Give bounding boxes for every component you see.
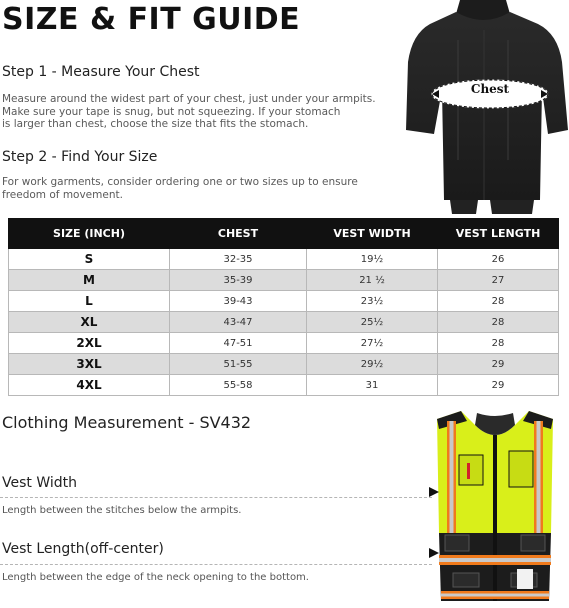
step1-line: Make sure your tape is snug, but not squeezing. If your stomach	[2, 105, 341, 118]
table-row	[9, 354, 559, 375]
table-row	[9, 333, 559, 354]
vest-width-cell: 19½	[307, 249, 438, 270]
vest-width-description: Length between the stitches below the armpits.	[2, 505, 242, 516]
header-chest: CHEST	[170, 219, 307, 249]
size-cell: XL	[9, 312, 170, 333]
vest-width-cell: 21 ½	[307, 270, 438, 291]
step1-heading: Step 1 - Measure Your Chest	[2, 64, 200, 80]
chest-cell: 39-43	[170, 291, 307, 312]
size-cell: 4XL	[9, 375, 170, 396]
chest-cell: 32-35	[170, 249, 307, 270]
vest-length-cell: 29	[438, 375, 559, 396]
step2-heading: Step 2 - Find Your Size	[2, 149, 158, 165]
chest-label: Chest	[470, 82, 510, 96]
size-cell: 3XL	[9, 354, 170, 375]
vest-width-guide-line	[0, 497, 432, 498]
vest-length-label: Vest Length(off-center)	[2, 541, 164, 557]
vest-width-label: Vest Width	[2, 475, 78, 491]
chest-cell: 47-51	[170, 333, 307, 354]
chest-cell: 51-55	[170, 354, 307, 375]
person-silhouette-image	[398, 0, 569, 214]
vest-length-cell: 26	[438, 249, 559, 270]
step2-text	[2, 176, 394, 201]
table-row	[9, 312, 559, 333]
vest-length-cell: 27	[438, 270, 559, 291]
vest-length-cell: 29	[438, 354, 559, 375]
table-row	[9, 375, 559, 396]
header-vest-length: VEST LENGTH	[438, 219, 559, 249]
size-cell: S	[9, 249, 170, 270]
vest-length-guide-line	[0, 564, 432, 565]
page-title: SIZE & FIT GUIDE	[2, 2, 301, 37]
vest-length-cell: 28	[438, 312, 559, 333]
size-cell: 2XL	[9, 333, 170, 354]
step1-text	[2, 93, 394, 131]
size-cell: L	[9, 291, 170, 312]
vest-length-description: Length between the edge of the neck opening to the bottom.	[2, 572, 309, 583]
header-size: SIZE (INCH)	[9, 219, 170, 249]
vest-length-cell: 28	[438, 291, 559, 312]
header-vest-width: VEST WIDTH	[307, 219, 438, 249]
table-row	[9, 270, 559, 291]
step1-line: Measure around the widest part of your chest, just under your armpits.	[2, 93, 376, 105]
size-table	[8, 218, 559, 396]
vest-width-cell: 27½	[307, 333, 438, 354]
vest-width-cell: 29½	[307, 354, 438, 375]
vest-width-cell: 23½	[307, 291, 438, 312]
vest-length-cell: 28	[438, 333, 559, 354]
step2-line: For work garments, consider ordering one or two sizes up to ensure	[2, 176, 358, 188]
table-row	[9, 291, 559, 312]
safety-vest-image	[425, 405, 565, 605]
chest-cell: 55-58	[170, 375, 307, 396]
size-cell: M	[9, 270, 170, 291]
table-row	[9, 249, 559, 270]
table-header-row	[9, 219, 559, 249]
step1-line: is larger than chest, choose the size that fits the stomach.	[2, 118, 309, 130]
chest-cell: 43-47	[170, 312, 307, 333]
step2-line: freedom of movement.	[2, 188, 123, 201]
vest-width-cell: 25½	[307, 312, 438, 333]
vest-width-cell: 31	[307, 375, 438, 396]
measurement-title: Clothing Measurement - SV432	[2, 413, 252, 432]
chest-cell: 35-39	[170, 270, 307, 291]
